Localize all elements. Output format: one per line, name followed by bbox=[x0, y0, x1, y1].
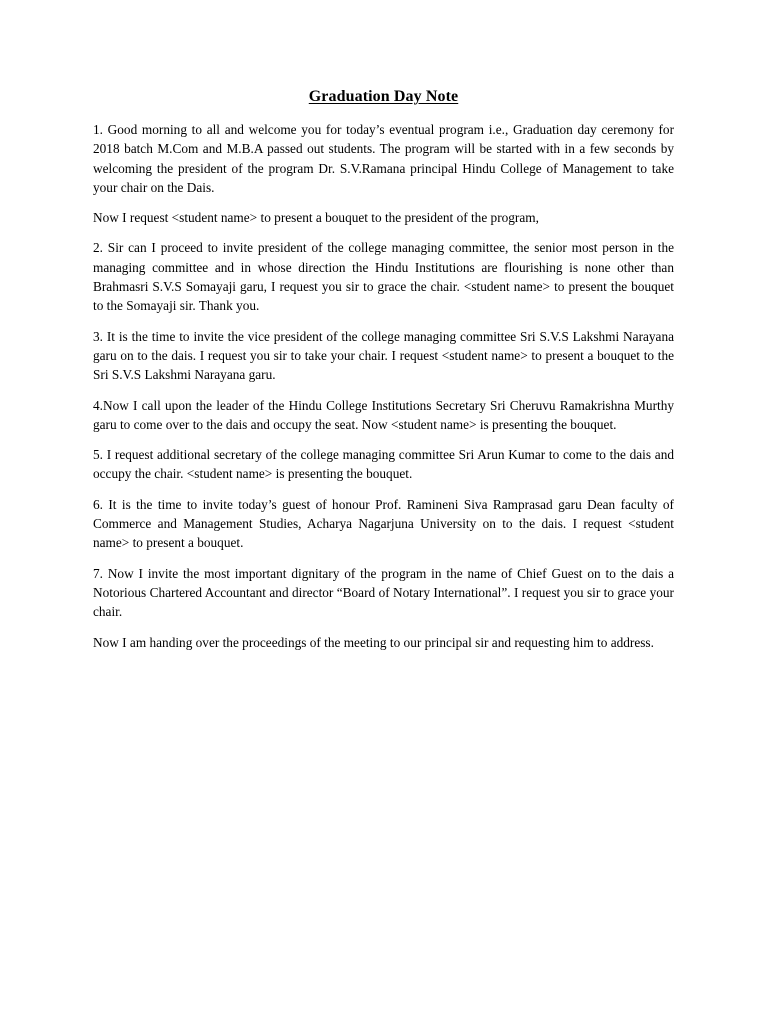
paragraph-5: 4.Now I call upon the leader of the Hindu College Institutions Secretary Sri Cheruvu Ramakrishna Murthy garu to come over to the dais and occupy the seat. Now <student name> is presenting the bouquet. bbox=[93, 397, 674, 432]
document-title: Graduation Day Note bbox=[308, 88, 459, 105]
paragraph-1: 1. Good morning to all and welcome you for today’s eventual program i.e., Graduation day ceremony for 2018 batch M.Com and M.B.A passed out students. The program will be started with in a few seconds by welcoming the president of the program Dr. S.V.Ramana principal Hindu College of Management to take your chair on the Dais. bbox=[93, 122, 674, 195]
paragraph-4: 3. It is the time to invite the vice president of the college managing committee Sri S.V.S Lakshmi Narayana garu on to the dais. I request you sir to take your chair. I request <student name> to present a bouquet to the Sri S.V.S Lakshmi Narayana garu. bbox=[93, 328, 674, 383]
document-body bbox=[93, 86, 674, 663]
paragraph-6: 5. I request additional secretary of the college managing committee Sri Arun Kumar to come to the dais and occupy the chair. <student name> is presenting the bouquet. bbox=[93, 447, 674, 482]
paragraph-2: Now I request <student name> to present a bouquet to the president of the program, bbox=[93, 210, 539, 226]
paragraph-7: 6. It is the time to invite today’s guest of honour Prof. Ramineni Siva Ramprasad garu Dean faculty of Commerce and Management Studies, Acharya Nagarjuna University on to the dais. I request <student name> to present a bouquet. bbox=[93, 496, 674, 551]
paragraph-9: Now I am handing over the proceedings of the meeting to our principal sir and requesting him to address. bbox=[93, 634, 654, 650]
paragraph-3: 2. Sir can I proceed to invite president of the college managing committee, the senior most person in the managing committee and in whose direction the Hindu Institutions are flourishing is none other than Brahmasri S.V.S Somayaji garu, I request you sir to grace the chair. <student name> to present the bouquet to the Somayaji sir. Thank you. bbox=[93, 240, 674, 314]
paragraph-8: 7. Now I invite the most important dignitary of the program in the name of Chief Guest on to the dais a Notorious Chartered Accountant and director “Board of Notary International”. I request you sir to grace your chair. bbox=[93, 565, 674, 620]
